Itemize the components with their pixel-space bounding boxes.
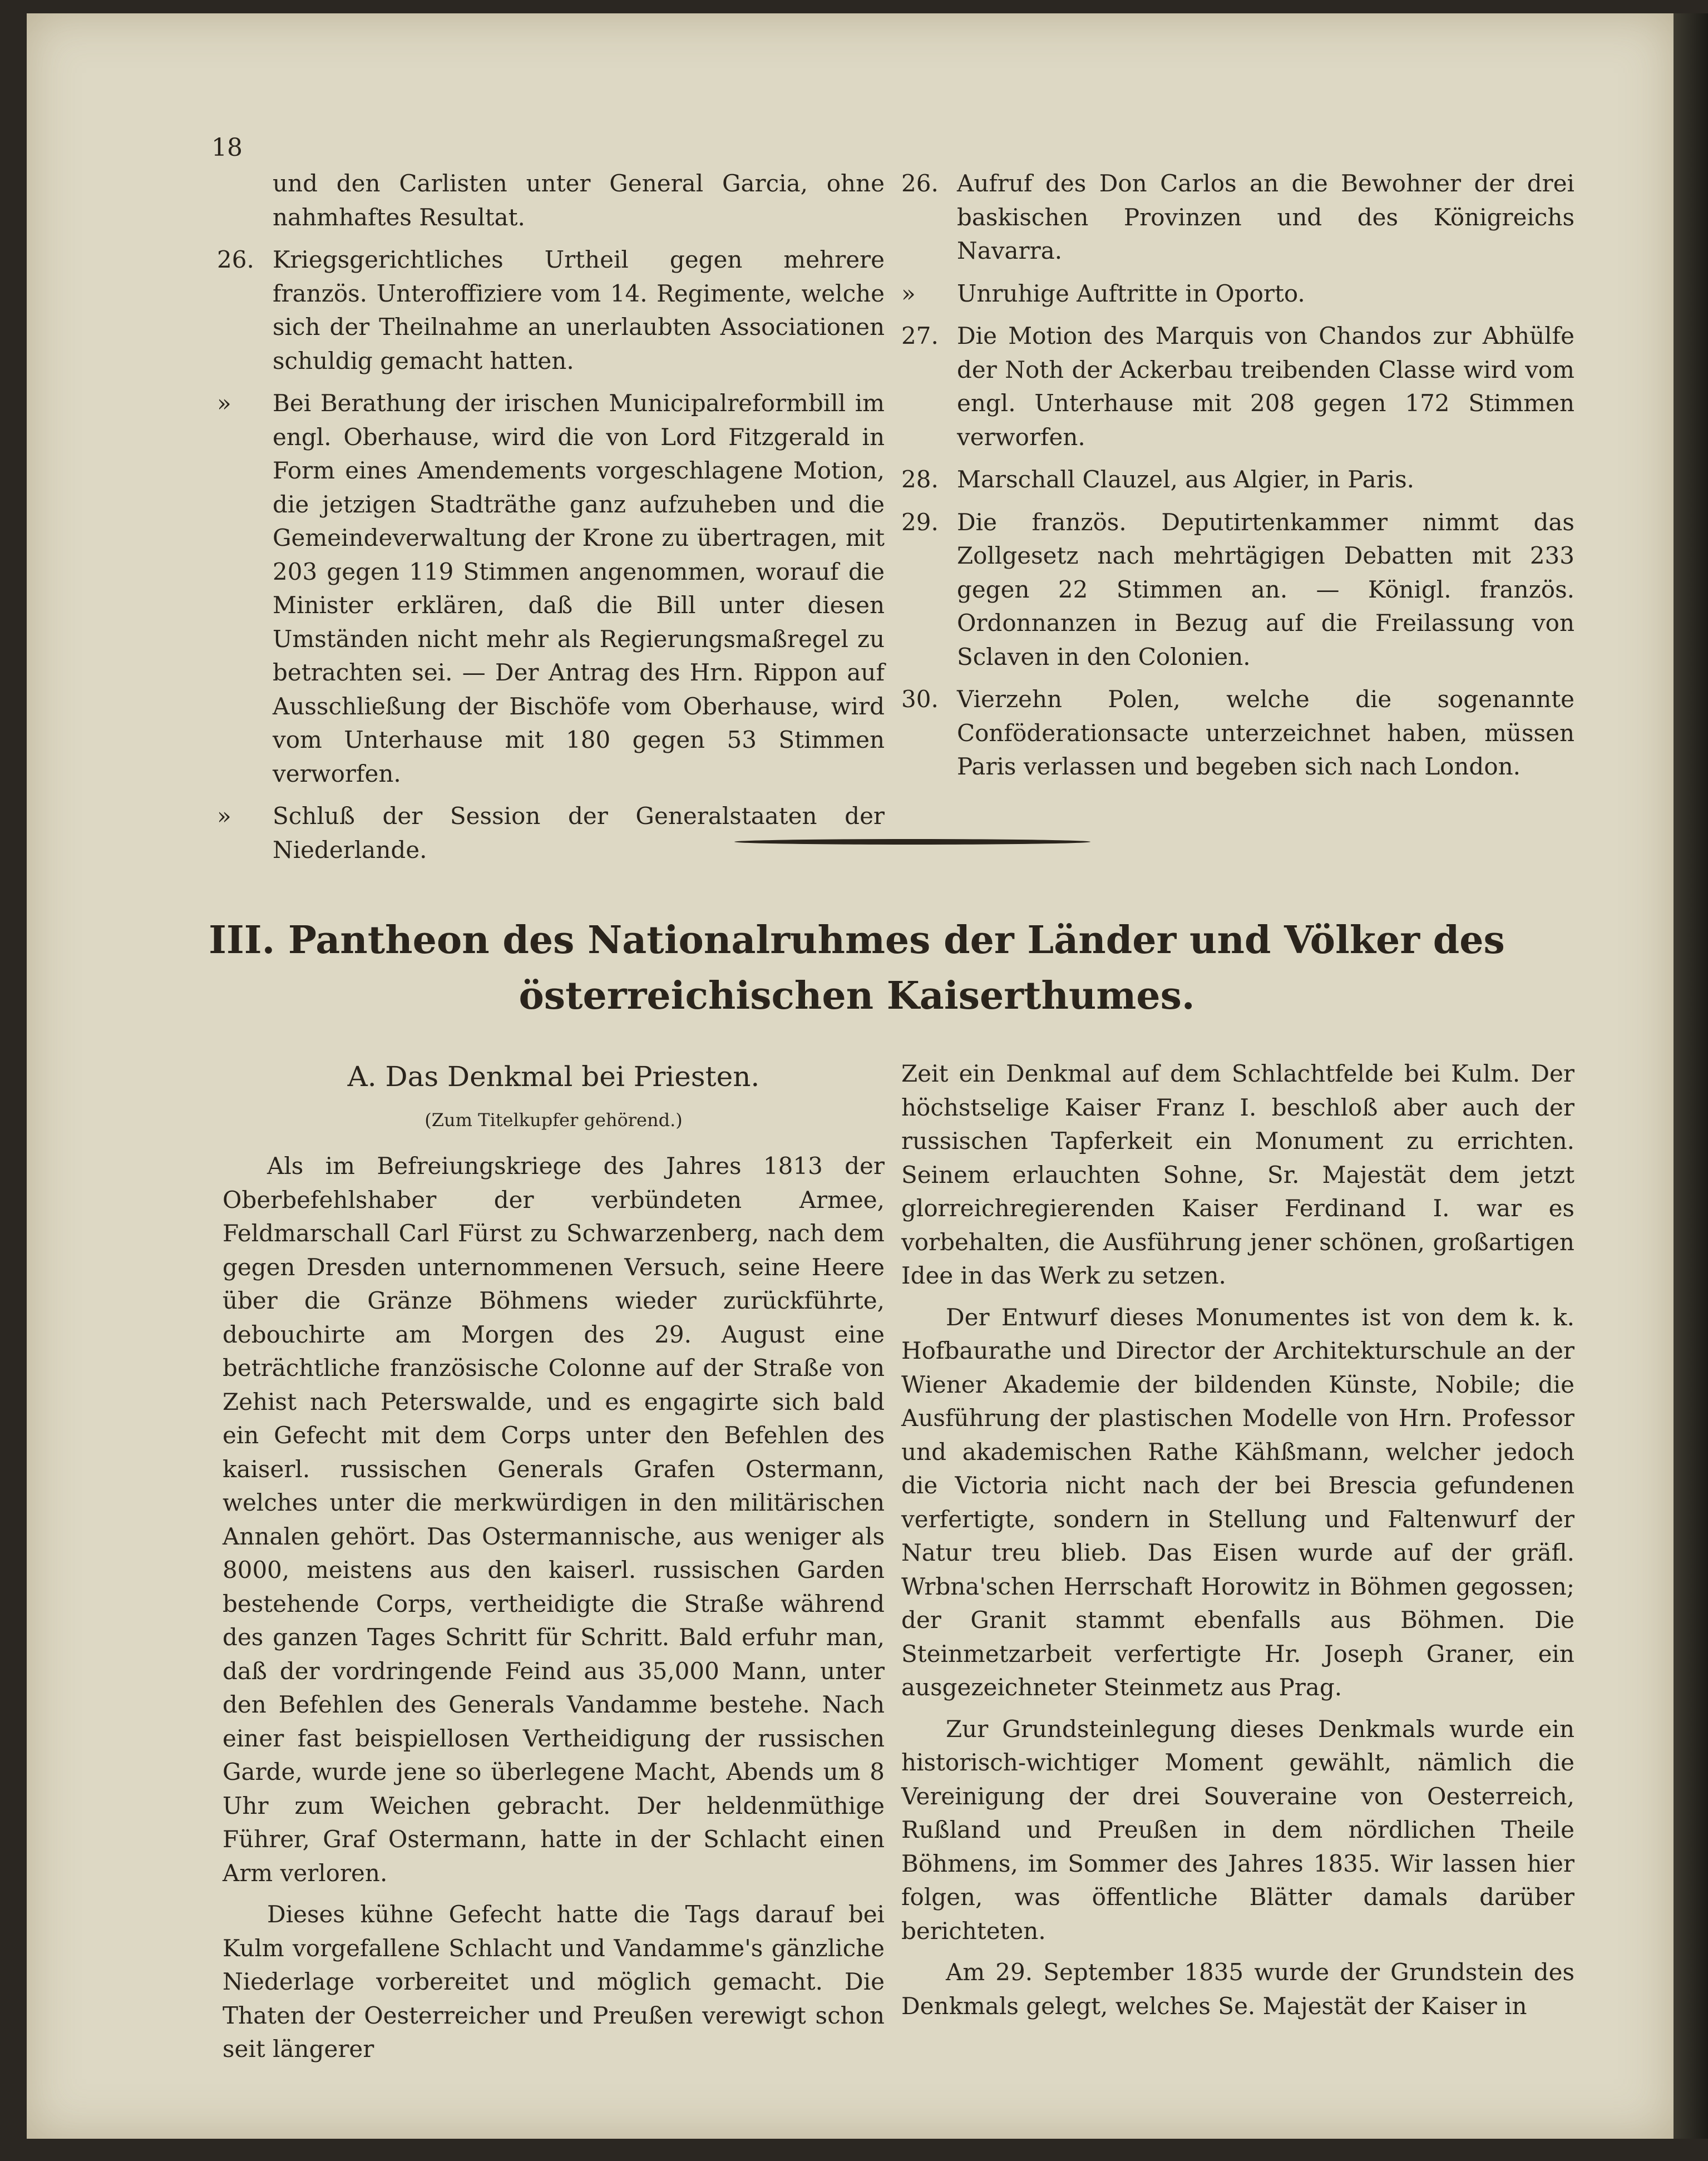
chronicle-left-column	[217, 167, 885, 876]
entry-day: 26.	[901, 170, 939, 197]
article-paragraph: Als im Befreiungskriege des Jahres 1813 der Oberbefehlshaber der verbündeten Armee, Feldmarschall Carl Fürst zu Schwarzenberg, nach dem gegen Dresden unternommenen Versuch, seine Heere über die Gränze Böhmens wieder zurückführte, debouchirte am Morgen des 29. August eine beträchtliche französische Colonne auf der Straße von Zehist nach Peterswalde, und es engagirte sich bald ein Gefecht mit dem Corps unter den Befehlen des kaiserl. russischen Generals Grafen Ostermann, welches unter die merkwürdigen in den militärischen Annalen gehört. Das Ostermannische, aus weniger als 8000, meistens aus den kaiserl. russischen Garden bestehende Corps, vertheidigte die Straße während des ganzen Tages Schritt für Schritt. Bald erfuhr man, daß der vordringende Feind aus 35,000 Mann, unter den Befehlen des Generals Vandamme bestehe. Nach einer fast beispiellosen Vertheidigung der russischen Garde, wurde jene so überlegene Macht, Abends um 8 Uhr zum Weichen gebracht. Der heldenmüthige Führer, Graf Ostermann, hatte in der Schlacht einen Arm verloren.	[223, 1152, 885, 1887]
entry-day: 29.	[901, 508, 939, 536]
chronicle-continuation: und den Carlisten unter General Garcia, ohne nahmhaftes Resultat.	[273, 170, 885, 231]
entry-text: Die Motion des Marquis von Chandos zur Abhülfe der Noth der Ackerbau treibenden Classe wird vom engl. Unterhause mit 208 gegen 172 Stimmen verworfen.	[957, 322, 1574, 451]
article-paragraph: Dieses kühne Gefecht hatte die Tags darauf bei Kulm vorgefallene Schlacht und Vandamme's gänzliche Niederlage vorbereitet und möglich gemacht. Die Thaten der Oesterreicher und Preußen verewigt schon seit längerer	[223, 1901, 885, 2063]
section-divider	[734, 839, 1090, 845]
entry-day: 30.	[901, 685, 939, 713]
article-paragraph: Zeit ein Denkmal auf dem Schlachtfelde bei Kulm. Der höchstselige Kaiser Franz I. beschloß aber auch der russischen Tapferkeit ein Monument zu errichten. Seinem erlauchten Sohne, Sr. Majestät dem jetzt glorreichregierenden Kaiser Ferdinand I. war es vorbehalten, die Ausführung jener schönen, großartigen Idee in das Werk zu setzen.	[901, 1060, 1574, 1289]
article-paragraph: Am 29. September 1835 wurde der Grundstein des Denkmals gelegt, welches Se. Majestät der Kaiser in	[901, 1958, 1574, 2020]
article-caption: (Zum Titelkupfer gehörend.)	[424, 1109, 683, 1131]
entry-text: Bei Berathung der irischen Municipalreformbill im engl. Oberhause, wird die von Lord Fitzgerald in Form eines Amendements vorgeschlagene Motion, die jetzigen Stadträthe ganz aufzuheben und die Gemeindeverwaltung der Krone zu übertragen, mit 203 gegen 119 Stimmen angenommen, worauf die Minister erklären, daß die Bill unter diesen Umständen nicht mehr als Regierungsmaßregel zu betrachten sei. — Der Antrag des Hrn. Rippon auf Ausschließung der Bischöfe vom Oberhause, wird vom Unterhause mit 180 gegen 53 Stimmen verworfen.	[273, 389, 885, 787]
chronicle-entry	[901, 167, 1574, 268]
page-number: 18	[211, 134, 243, 162]
entry-text: Aufruf des Don Carlos an die Bewohner der drei baskischen Provinzen und des Königreichs Navarra.	[957, 170, 1574, 264]
article-right-column	[901, 1057, 1574, 2031]
book-spine	[1674, 13, 1708, 2139]
chronicle-entry	[217, 243, 885, 378]
chronicle-right-column	[901, 167, 1574, 793]
entry-text: Kriegsgerichtliches Urtheil gegen mehrere französ. Unteroffiziere vom 14. Regimente, welche sich der Theilnahme an unerlaubten Associationen schuldig gemacht hatten.	[273, 246, 885, 374]
chronicle-entry	[217, 387, 885, 791]
entry-text: Marschall Clauzel, aus Algier, in Paris.	[957, 466, 1415, 493]
entry-text: Die französ. Deputirtenkammer nimmt das Zollgesetz nach mehrtägigen Debatten mit 233 gegen 22 Stimmen an. — Königl. französ. Ordonnanzen in Bezug auf die Freilassung von Sclaven in den Colonien.	[957, 508, 1574, 670]
article-paragraph: Der Entwurf dieses Monumentes ist von dem k. k. Hofbaurathe und Director der Architekturschule an der Wiener Akademie der bildenden Künste, Nobile; die Ausführung der plastischen Modelle von Hrn. Professor und akademischen Rathe Kähßmann, welcher jedoch die Victoria nicht nach der bei Brescia gefundenen verfertigte, sondern in Stellung und Faltenwurf der Natur treu blieb. Das Eisen wurde auf der gräfl. Wrbna'schen Herrschaft Horowitz in Böhmen gegossen; der Granit stammt ebenfalls aus Böhmen. Die Steinmetzarbeit verfertigte Hr. Joseph Graner, ein ausgezeichneter Steinmetz aus Prag.	[901, 1303, 1574, 1701]
chronicle-entry	[217, 800, 885, 867]
chronicle-entry	[901, 319, 1574, 454]
entry-day: »	[217, 389, 231, 417]
chronicle-entry	[901, 463, 1574, 497]
entry-day: 28.	[901, 466, 939, 493]
section-heading: III. Pantheon des Nationalruhmes der Länder und Völker des österreichischen Kaiserthumes.	[209, 918, 1505, 1018]
entry-text: Unruhige Auftritte in Oporto.	[957, 279, 1305, 307]
article-subheading: A. Das Denkmal bei Priesten.	[347, 1060, 760, 1093]
entry-text: Vierzehn Polen, welche die sogenannte Conföderationsacte unterzeichnet haben, müssen Paris verlassen und begeben sich nach London.	[957, 685, 1574, 780]
chronicle-entry	[901, 277, 1574, 311]
chronicle-entry	[901, 683, 1574, 784]
entry-day: 27.	[901, 322, 939, 349]
article-paragraph: Zur Grundsteinlegung dieses Denkmals wurde ein historisch-wichtiger Moment gewählt, nämlich die Vereinigung der drei Souveraine von Oesterreich, Rußland und Preußen in dem nördlichen Theile Böhmens, im Sommer des Jahres 1835. Wir lassen hier folgen, was öffentliche Blätter damals darüber berichteten.	[901, 1715, 1574, 1945]
article-left-column	[223, 1057, 885, 2074]
entry-day: »	[217, 802, 231, 830]
entry-day: 26.	[217, 246, 254, 273]
entry-text: Schluß der Session der Generalstaaten der Niederlande.	[273, 802, 885, 864]
chronicle-entry	[901, 506, 1574, 674]
entry-day: »	[901, 279, 916, 307]
